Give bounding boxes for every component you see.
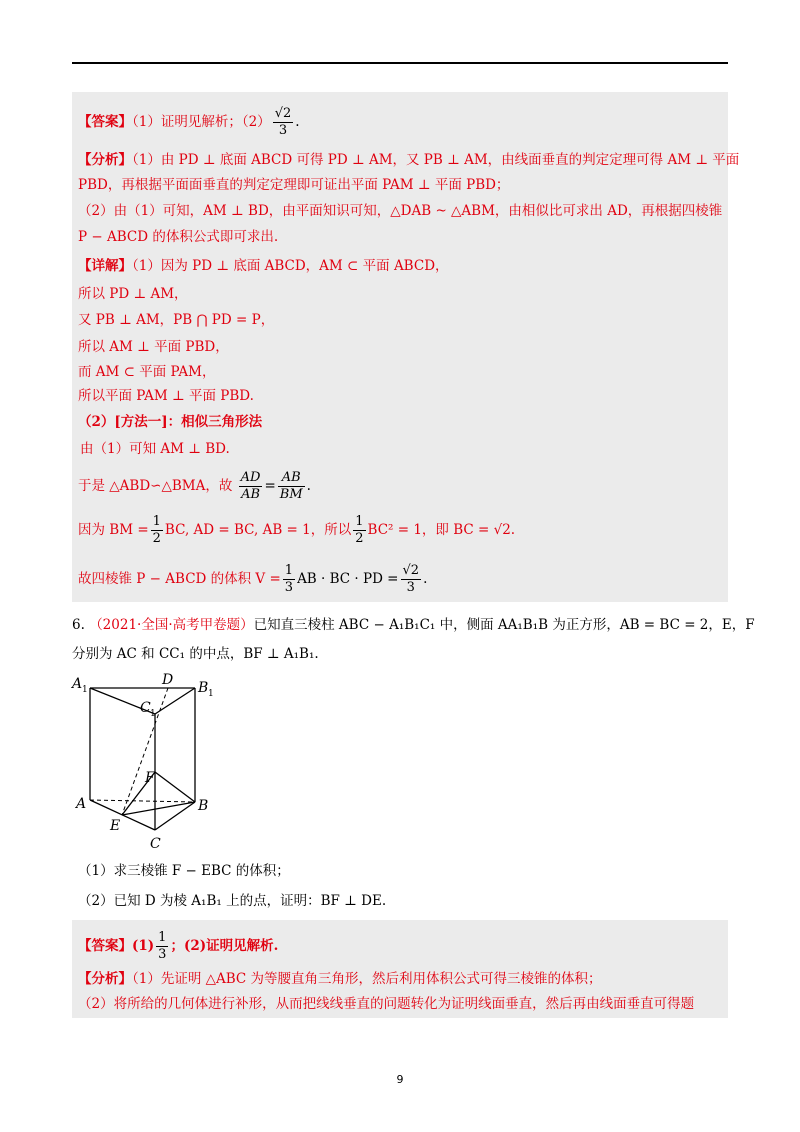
analysis-line-2: PBD，再根据平面面垂直的判定定理即可证出平面 PAM ⊥ 平面 PBD； (78, 177, 510, 193)
label-f: F (145, 770, 155, 786)
edge-e-b (122, 802, 195, 815)
analysis-6-line-2: （2）将所给的几何体进行补形，从而把线线垂直的问题转化为证明线面垂直，然后再由线面垂直可得题 (78, 996, 695, 1012)
fraction-ad-ab: $\frac{AD}{AB}$ (240, 470, 261, 502)
answer-text: （1）证明见解析；（2） (132, 114, 271, 130)
prism-figure (70, 672, 230, 852)
question-6-line-2: 分别为 AC 和 CC₁ 的中点，BF ⊥ A₁B₁. (72, 646, 319, 662)
detail-line-3: 又 PB ⊥ AM，PB ⋂ PD = P， (78, 312, 275, 328)
method-heading: （2）[方法一]：相似三角形法 (78, 414, 263, 430)
answer-6-fraction: $\frac{1}{3}$ (158, 930, 167, 962)
label-d: D (162, 672, 174, 688)
analysis-line-1: 【分析】（1）由 PD ⊥ 底面 ABCD 可得 PD ⊥ AM，又 PB ⊥ AM，由线面垂直的判定定理可得 AM ⊥ 平面 (78, 152, 740, 168)
label-b1: B (198, 680, 209, 696)
question-6-part-2: （2）已知 D 为棱 A₁B₁ 上的点，证明：BF ⊥ DE. (78, 893, 387, 909)
analysis-line-4: P − ABCD 的体积公式即可求出. (78, 229, 279, 245)
answer-tag: 【答案】 (78, 114, 132, 130)
question-6-part-1: （1）求三棱锥 F − EBC 的体积； (78, 863, 290, 879)
detail-line-6: 所以平面 PAM ⊥ 平面 PBD. (78, 388, 254, 404)
label-c1-sub: 1 (150, 709, 156, 719)
detail-line-8: 由（1）可知 AM ⊥ BD. (80, 441, 230, 457)
edge-a-b-hidden (90, 800, 195, 802)
fraction-ab-bm: $\frac{AB}{BM}$ (279, 470, 303, 502)
label-b1-sub: 1 (208, 689, 214, 699)
question-6-line-1: 6. （2021·全国·高考甲卷题）已知直三棱柱 ABC − A₁B₁C₁ 中，侧面 AA₁B₁B 为正方形，AB = BC = 2，E，F (72, 617, 755, 633)
answer-6-tag: 【答案】 (78, 938, 132, 954)
edge-f-b (155, 772, 195, 802)
detail-line-11: 故四棱锥 P − ABCD 的体积 V = $\frac{1}{3}$ AB · BC · PD = $\frac{√2}{3}$ . (78, 563, 428, 595)
answer-line-6: 【答案】(1) $\frac{1}{3}$ ；(2)证明见解析. (78, 930, 279, 962)
page-number: 9 (396, 1073, 404, 1086)
analysis-tag: 【分析】 (78, 152, 132, 168)
edge-b1-c1 (155, 688, 195, 714)
analysis-6-tag: 【分析】 (78, 971, 132, 987)
label-a1: A (72, 676, 83, 692)
detail-line-2: 所以 PD ⊥ AM， (78, 286, 188, 302)
detail-tag: 【详解】 (78, 258, 132, 274)
answer-line-5: 【答案】（1）证明见解析；（2） $\frac{√2}{3}$ . (78, 106, 300, 138)
header-rule (72, 62, 728, 64)
fraction-half-1: $\frac{1}{2}$ (152, 514, 161, 546)
fraction-volume: $\frac{√2}{3}$ (402, 563, 420, 595)
detail-line-4: 所以 AM ⊥ 平面 PBD， (78, 339, 229, 355)
analysis-line-3: （2）由（1）可知，AM ⊥ BD，由平面知识可知，△DAB ~ △ABM，由相似比可求出 AD，再根据四棱锥 (78, 203, 723, 219)
label-c1: C (140, 700, 151, 716)
detail-line-5: 而 AM ⊂ 平面 PAM， (78, 364, 216, 380)
label-a: A (76, 796, 87, 812)
detail-line-9: 于是 △ABD∽△BMA，故 $\frac{AD}{AB}$ = $\frac{AB}{BM}$ . (78, 470, 311, 502)
fraction-half-2: $\frac{1}{2}$ (355, 514, 364, 546)
detail-line-1: 【详解】（1）因为 PD ⊥ 底面 ABCD，AM ⊂ 平面 ABCD， (78, 258, 449, 274)
label-b: B (198, 798, 209, 814)
detail-line-10: 因为 BM = $\frac{1}{2}$ BC, AD = BC, AB = 1，所以 $\frac{1}{2}$ BC² = 1，即 BC = √2. (78, 514, 516, 546)
fraction-third: $\frac{1}{3}$ (284, 563, 294, 595)
answer-fraction: $\frac{√2}{3}$ (274, 106, 292, 138)
question-number: 6. (72, 617, 85, 633)
question-source: （2021·全国·高考甲卷题） (89, 617, 254, 633)
label-a1-sub: 1 (82, 685, 88, 695)
label-e: E (110, 818, 121, 834)
analysis-6-line-1: 【分析】（1）先证明 △ABC 为等腰直角三角形，然后利用体积公式可得三棱锥的体积； (78, 971, 602, 987)
label-c: C (150, 836, 161, 852)
